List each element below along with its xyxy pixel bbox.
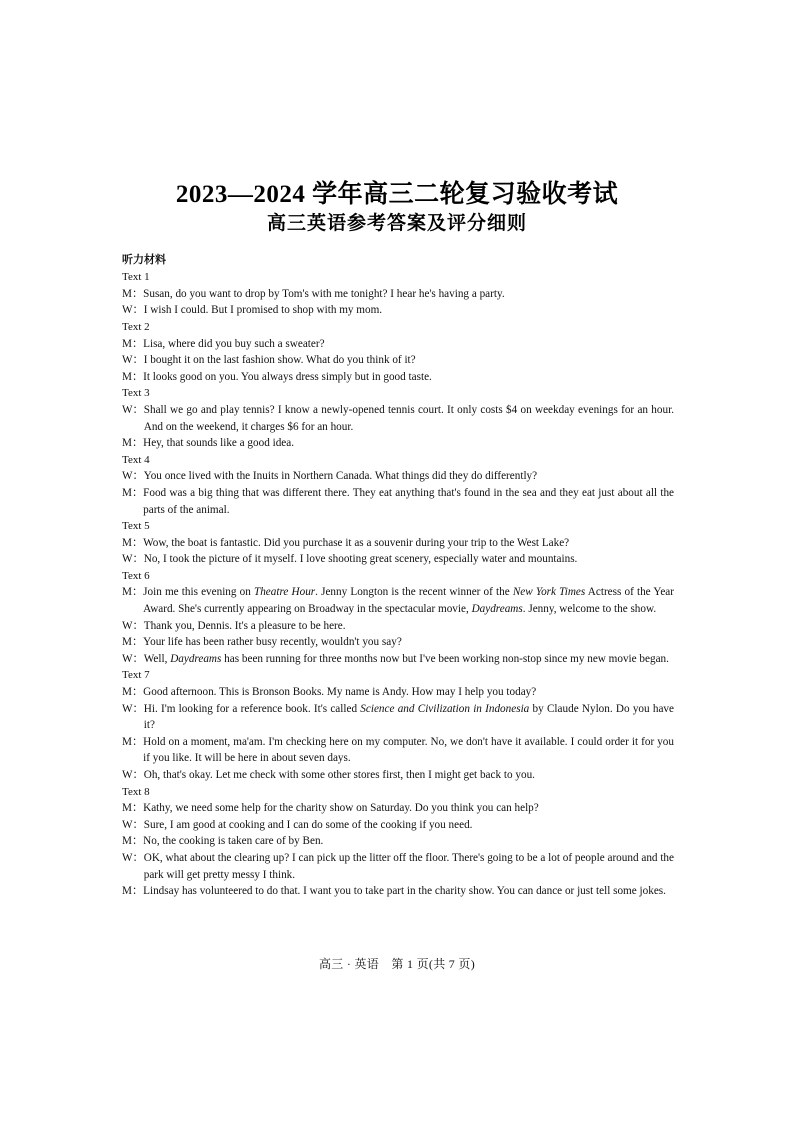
dialogue-line (122, 800, 674, 817)
utterance-text: OK, what about the clearing up? I can pick up the litter off the floor. There's going to be a lot of people around and the park will get pretty messy I think. (143, 851, 674, 881)
utterance-text: . Jenny, welcome to the show. (522, 603, 657, 616)
dialogue-line (122, 833, 674, 850)
speaker-label: W： (122, 619, 144, 632)
dialogue-line (122, 352, 674, 369)
utterance (144, 352, 674, 369)
utterance-text: Hi. I'm looking for a reference book. It's called (143, 702, 361, 715)
utterance (143, 584, 674, 617)
utterance (143, 684, 674, 701)
speaker-label: W： (122, 470, 144, 483)
utterance (144, 402, 674, 435)
dialogue-line (122, 734, 674, 767)
speaker-label: W： (122, 702, 144, 715)
speaker-label: M： (122, 885, 144, 898)
speaker-label: W： (122, 652, 144, 665)
speaker-label: W： (122, 851, 144, 864)
speaker-label: W： (122, 354, 144, 367)
utterance (143, 286, 674, 303)
utterance-text: Good afternoon. This is Bronson Books. My name is Andy. How may I help you today? (143, 686, 537, 699)
text-label: Text 2 (122, 320, 150, 333)
utterance (144, 767, 674, 784)
utterance-text: Hold on a moment, ma'am. I'm checking here on my computer. No, we don't have it available. I could order it for you if you like. It will be here in about seven days. (143, 735, 674, 765)
utterance (144, 302, 674, 319)
listening-transcript (122, 252, 674, 900)
utterance (143, 485, 674, 518)
dialogue-line (122, 485, 674, 518)
page-footer: 高三 · 英语 第 1 页(共 7 页) (319, 957, 475, 971)
speaker-label: W： (122, 553, 144, 566)
dialogue-line (122, 767, 674, 784)
utterance (143, 734, 674, 767)
text-label: Text 4 (122, 453, 150, 466)
utterance (143, 435, 674, 452)
text-label: Text 1 (122, 271, 150, 284)
utterance-text: . Jenny Longton is the recent winner of the (315, 586, 513, 599)
utterance-text: No, I took the picture of it myself. I love shooting great scenery, especially water and mountains. (143, 553, 578, 566)
dialogue-line (122, 701, 674, 734)
utterance (144, 701, 674, 734)
dialogue-line (122, 435, 674, 452)
utterance-text: Lindsay has volunteered to do that. I want you to take part in the charity show. You can dance or just tell some jokes. (143, 885, 666, 898)
speaker-label: M： (122, 802, 144, 815)
dialogue-line (122, 883, 674, 900)
dialogue-line (122, 651, 674, 668)
utterance (144, 850, 674, 883)
page-title: 2023—2024 学年高三二轮复习验收考试 (175, 181, 619, 208)
utterance-text: Shall we go and play tennis? I know a newly-opened tennis court. It only costs $4 on weekday evenings for an hour. And on the weekend, it charges $6 for an hour. (143, 403, 674, 433)
dialogue-line (122, 402, 674, 435)
dialogue-line (122, 336, 674, 353)
utterance-text: Lisa, where did you buy such a sweater? (143, 337, 325, 350)
utterance-text: has been running for three months now but I've been working non-stop since my new movie began. (221, 652, 669, 665)
transcript-texts (122, 269, 674, 900)
utterance-text: It looks good on you. You always dress simply but in good taste. (143, 370, 432, 383)
text-label: Text 6 (122, 569, 150, 582)
utterance-text: Kathy, we need some help for the charity show on Saturday. Do you think you can help? (143, 802, 539, 815)
italic-title: New York Times (512, 586, 586, 599)
speaker-label: M： (122, 337, 144, 350)
italic-title: Daydreams (471, 603, 523, 616)
utterance-text: Actress of the Year Award. She's currently appearing on Broadway in the spectacular movie, (143, 586, 674, 616)
utterance (144, 551, 674, 568)
utterance-text: by Claude Nylon. Do you have it? (143, 702, 674, 732)
utterance (143, 634, 674, 651)
utterance-text: You once lived with the Inuits in Northern Canada. What things did they do differently? (143, 470, 538, 483)
utterance (143, 883, 674, 900)
utterance (144, 468, 674, 485)
speaker-label: M： (122, 486, 144, 499)
text-label: Text 8 (122, 785, 150, 798)
speaker-label: M： (122, 287, 144, 300)
speaker-label: W： (122, 818, 144, 831)
page-subtitle: 高三英语参考答案及评分细则 (266, 213, 527, 234)
utterance (143, 535, 674, 552)
dialogue-line (122, 634, 674, 651)
utterance-text: I bought it on the last fashion show. What do you think of it? (143, 354, 416, 367)
utterance-text: No, the cooking is taken care of by Ben. (143, 835, 324, 848)
dialogue-line (122, 535, 674, 552)
utterance (143, 833, 674, 850)
dialogue-line (122, 618, 674, 635)
dialogue-line (122, 286, 674, 303)
utterance (143, 369, 674, 386)
utterance-text: Well, (143, 652, 171, 665)
dialogue-line (122, 684, 674, 701)
dialogue-line (122, 850, 674, 883)
speaker-label: M： (122, 835, 144, 848)
text-label: Text 7 (122, 669, 150, 682)
utterance (143, 336, 674, 353)
italic-title: Theatre Hour (253, 586, 316, 599)
speaker-label: M： (122, 735, 144, 748)
utterance (144, 651, 674, 668)
speaker-label: W： (122, 769, 144, 781)
section-heading: 听力材料 (122, 254, 166, 266)
speaker-label: M： (122, 686, 144, 699)
dialogue-line (122, 817, 674, 834)
speaker-label: M： (122, 586, 144, 599)
dialogue-line (122, 551, 674, 568)
speaker-label: M： (122, 636, 144, 649)
dialogue-line (122, 584, 674, 617)
utterance (143, 800, 674, 817)
utterance-text: Join me this evening on (143, 586, 254, 599)
utterance-text: Hey, that sounds like a good idea. (143, 437, 295, 450)
utterance-text: Susan, do you want to drop by Tom's with me tonight? I hear he's having a party. (143, 287, 505, 300)
text-label: Text 3 (122, 387, 150, 400)
speaker-label: M： (122, 370, 144, 383)
speaker-label: M： (122, 536, 144, 549)
utterance-text: Sure, I am good at cooking and I can do some of the cooking if you need. (143, 818, 473, 831)
speaker-label: M： (122, 437, 144, 450)
italic-title: Daydreams (170, 652, 222, 665)
speaker-label: W： (122, 304, 144, 317)
dialogue-line (122, 369, 674, 386)
utterance-text: Your life has been rather busy recently, wouldn't you say? (143, 636, 402, 649)
utterance (144, 618, 674, 635)
utterance-text: Oh, that's okay. Let me check with some other stores first, then I might get back to you. (143, 769, 535, 781)
utterance-text: Thank you, Dennis. It's a pleasure to be here. (143, 619, 346, 632)
utterance-text: Food was a big thing that was different there. They eat anything that's found in the sea and they eat just about all the parts of the animal. (143, 486, 674, 516)
italic-title: Science and Civilization in Indonesia (360, 702, 530, 715)
dialogue-line (122, 302, 674, 319)
utterance-text: Wow, the boat is fantastic. Did you purchase it as a souvenir during your trip to the West Lake? (143, 536, 570, 549)
utterance (144, 817, 674, 834)
utterance-text: I wish I could. But I promised to shop with my mom. (143, 304, 383, 317)
speaker-label: W： (122, 403, 144, 416)
dialogue-line (122, 468, 674, 485)
text-label: Text 5 (122, 520, 150, 533)
